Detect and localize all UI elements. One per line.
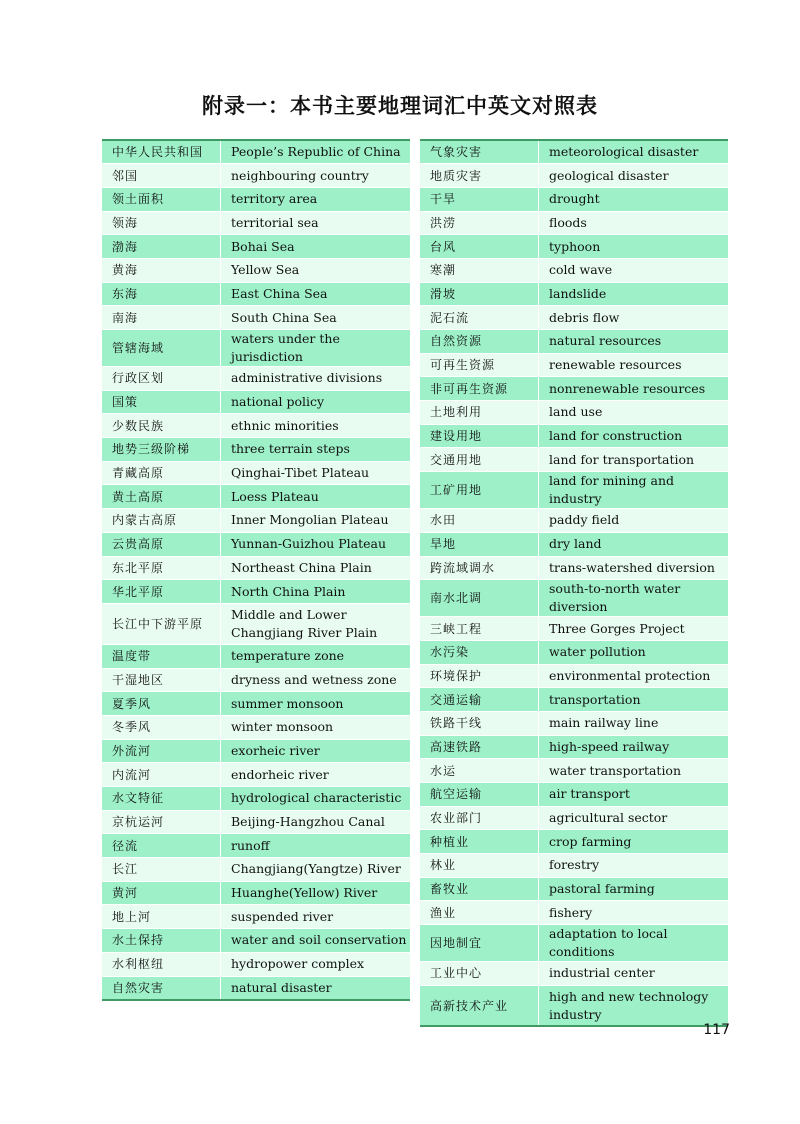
english-term: suspended river [221,905,411,929]
table-row [420,424,728,448]
table-row [102,390,410,414]
table-row [420,901,728,925]
table-row [420,806,728,830]
english-term: exorheic river [221,739,411,763]
chinese-term: 南海 [102,306,221,330]
table-row [102,834,410,858]
chinese-term: 干旱 [420,187,539,211]
table-row [420,925,728,962]
chinese-term: 干湿地区 [102,668,221,692]
english-term: land for transportation [539,448,729,472]
table-row [102,858,410,882]
table-row [420,401,728,425]
chinese-term: 气象灾害 [420,140,539,164]
english-term: hydropower complex [221,952,411,976]
table-row [420,830,728,854]
english-term: South China Sea [221,306,411,330]
chinese-term: 东海 [102,282,221,306]
table-row [420,211,728,235]
table-row [102,330,410,367]
table-row [420,580,728,617]
english-term: fishery [539,901,729,925]
chinese-term: 铁路干线 [420,711,539,735]
english-term: adaptation to local conditions [539,925,729,962]
page-title: 附录一：本书主要地理词汇中英文对照表 [202,94,598,118]
table-row [102,532,410,556]
table-row [102,787,410,811]
english-term: Yunnan-Guizhou Plateau [221,532,411,556]
table-row [102,509,410,533]
chinese-term: 云贵高原 [102,532,221,556]
table-row [102,668,410,692]
chinese-term: 建设用地 [420,424,539,448]
english-term: endorheic river [221,763,411,787]
table-row [102,763,410,787]
table-row [420,306,728,330]
table-row [420,688,728,712]
table-row [102,485,410,509]
english-term: People’s Republic of China [221,140,411,164]
chinese-term: 交通运输 [420,688,539,712]
english-term: drought [539,187,729,211]
chinese-term: 外流河 [102,739,221,763]
table-row [420,448,728,472]
english-term: Qinghai-Tibet Plateau [221,461,411,485]
table-row [102,580,410,604]
chinese-term: 邻国 [102,164,221,188]
english-term: territory area [221,187,411,211]
chinese-term: 环境保护 [420,664,539,688]
table-row [420,759,728,783]
english-term: runoff [221,834,411,858]
chinese-term: 可再生资源 [420,353,539,377]
glossary-table-left [102,139,410,1001]
chinese-term: 种植业 [420,830,539,854]
table-row [102,140,410,164]
table-row [102,739,410,763]
english-term: three terrain steps [221,438,411,462]
table-row [420,282,728,306]
chinese-term: 水利枢纽 [102,952,221,976]
table-row [102,952,410,976]
chinese-term: 京杭运河 [102,810,221,834]
english-term: trans-watershed diversion [539,556,729,580]
table-row [102,306,410,330]
english-term: land for construction [539,424,729,448]
english-term: nonrenewable resources [539,377,729,401]
table-row [102,235,410,259]
chinese-term: 自然资源 [420,330,539,354]
english-term: administrative divisions [221,367,411,391]
english-term: floods [539,211,729,235]
english-term: Yellow Sea [221,258,411,282]
english-term: Inner Mongolian Plateau [221,509,411,533]
english-term: winter monsoon [221,715,411,739]
english-term: hydrological characteristic [221,787,411,811]
table-row [102,692,410,716]
table-row [102,976,410,1000]
chinese-term: 高新技术产业 [420,985,539,1026]
english-term: East China Sea [221,282,411,306]
chinese-term: 黄土高原 [102,485,221,509]
chinese-term: 黄海 [102,258,221,282]
chinese-term: 管辖海域 [102,330,221,367]
english-term: industrial center [539,962,729,986]
english-term: water pollution [539,640,729,664]
table-row [102,164,410,188]
english-term: typhoon [539,235,729,259]
chinese-term: 水土保持 [102,929,221,953]
chinese-term: 渤海 [102,235,221,259]
english-term: water transportation [539,759,729,783]
chinese-term: 地势三级阶梯 [102,438,221,462]
table-row [102,556,410,580]
chinese-term: 因地制宜 [420,925,539,962]
chinese-term: 东北平原 [102,556,221,580]
chinese-term: 畜牧业 [420,877,539,901]
chinese-term: 自然灾害 [102,976,221,1000]
chinese-term: 泥石流 [420,306,539,330]
english-term: North China Plain [221,580,411,604]
english-term: neighbouring country [221,164,411,188]
english-term: high and new technology industry [539,985,729,1026]
english-term: land for mining and industry [539,472,729,509]
chinese-term: 水污染 [420,640,539,664]
table-row [420,140,728,164]
english-term: waters under the jurisdiction [221,330,411,367]
chinese-term: 内蒙古高原 [102,509,221,533]
chinese-term: 长江中下游平原 [102,603,221,644]
table-row [420,640,728,664]
english-term: south-to-north water diversion [539,580,729,617]
table-row [102,881,410,905]
english-term: landslide [539,282,729,306]
chinese-term: 中华人民共和国 [102,140,221,164]
english-term: forestry [539,854,729,878]
english-term: Beijing-Hangzhou Canal [221,810,411,834]
english-term: renewable resources [539,353,729,377]
chinese-term: 工业中心 [420,962,539,986]
chinese-term: 冬季风 [102,715,221,739]
table-row [420,962,728,986]
chinese-term: 地上河 [102,905,221,929]
table-row [102,438,410,462]
table-row [420,258,728,282]
chinese-term: 国策 [102,390,221,414]
chinese-term: 农业部门 [420,806,539,830]
table-row [102,810,410,834]
table-row [420,330,728,354]
chinese-term: 青藏高原 [102,461,221,485]
chinese-term: 寒潮 [420,258,539,282]
table-row [102,715,410,739]
table-row [102,187,410,211]
chinese-term: 非可再生资源 [420,377,539,401]
english-term: high-speed railway [539,735,729,759]
table-row [102,282,410,306]
english-term: air transport [539,783,729,807]
table-row [420,377,728,401]
table-row [420,854,728,878]
table-row [420,711,728,735]
chinese-term: 南水北调 [420,580,539,617]
english-term: Huanghe(Yellow) River [221,881,411,905]
table-row [420,556,728,580]
chinese-term: 滑坡 [420,282,539,306]
table-row [420,985,728,1026]
english-term: Loess Plateau [221,485,411,509]
table-row [102,258,410,282]
english-term: national policy [221,390,411,414]
english-term: crop farming [539,830,729,854]
chinese-term: 地质灾害 [420,164,539,188]
chinese-term: 台风 [420,235,539,259]
table-row [420,235,728,259]
english-term: territorial sea [221,211,411,235]
chinese-term: 黄河 [102,881,221,905]
table-row [420,472,728,509]
chinese-term: 林业 [420,854,539,878]
table-row [420,509,728,533]
chinese-term: 领土面积 [102,187,221,211]
english-term: temperature zone [221,644,411,668]
english-term: natural disaster [221,976,411,1000]
chinese-term: 交通用地 [420,448,539,472]
table-row [420,877,728,901]
chinese-term: 洪涝 [420,211,539,235]
table-row [420,164,728,188]
english-term: Three Gorges Project [539,617,729,641]
english-term: ethnic minorities [221,414,411,438]
english-term: meteorological disaster [539,140,729,164]
table-row [102,603,410,644]
chinese-term: 三峡工程 [420,617,539,641]
chinese-term: 水运 [420,759,539,783]
english-term: pastoral farming [539,877,729,901]
chinese-term: 水田 [420,509,539,533]
chinese-term: 航空运输 [420,783,539,807]
table-row [102,644,410,668]
table-row [102,414,410,438]
table-row [420,617,728,641]
english-term: land use [539,401,729,425]
chinese-term: 长江 [102,858,221,882]
english-term: paddy field [539,509,729,533]
chinese-term: 旱地 [420,532,539,556]
table-row [420,735,728,759]
english-term: cold wave [539,258,729,282]
english-term: geological disaster [539,164,729,188]
english-term: Bohai Sea [221,235,411,259]
english-term: natural resources [539,330,729,354]
table-row [102,929,410,953]
chinese-term: 工矿用地 [420,472,539,509]
chinese-term: 行政区划 [102,367,221,391]
table-row [102,905,410,929]
glossary-table-right [420,139,728,1027]
chinese-term: 少数民族 [102,414,221,438]
english-term: dryness and wetness zone [221,668,411,692]
chinese-term: 温度带 [102,644,221,668]
page-number: 117 [703,1022,730,1038]
chinese-term: 夏季风 [102,692,221,716]
table-row [420,664,728,688]
english-term: environmental protection [539,664,729,688]
chinese-term: 跨流域调水 [420,556,539,580]
chinese-term: 高速铁路 [420,735,539,759]
chinese-term: 渔业 [420,901,539,925]
english-term: agricultural sector [539,806,729,830]
table-row [420,532,728,556]
chinese-term: 领海 [102,211,221,235]
chinese-term: 水文特征 [102,787,221,811]
english-term: Changjiang(Yangtze) River [221,858,411,882]
chinese-term: 华北平原 [102,580,221,604]
english-term: water and soil conservation [221,929,411,953]
chinese-term: 内流河 [102,763,221,787]
chinese-term: 径流 [102,834,221,858]
english-term: Middle and Lower Changjiang River Plain [221,603,411,644]
english-term: Northeast China Plain [221,556,411,580]
table-row [102,211,410,235]
table-row [420,353,728,377]
table-row [420,783,728,807]
english-term: debris flow [539,306,729,330]
table-row [102,461,410,485]
chinese-term: 土地利用 [420,401,539,425]
table-row [420,187,728,211]
english-term: transportation [539,688,729,712]
table-row [102,367,410,391]
english-term: summer monsoon [221,692,411,716]
english-term: dry land [539,532,729,556]
english-term: main railway line [539,711,729,735]
